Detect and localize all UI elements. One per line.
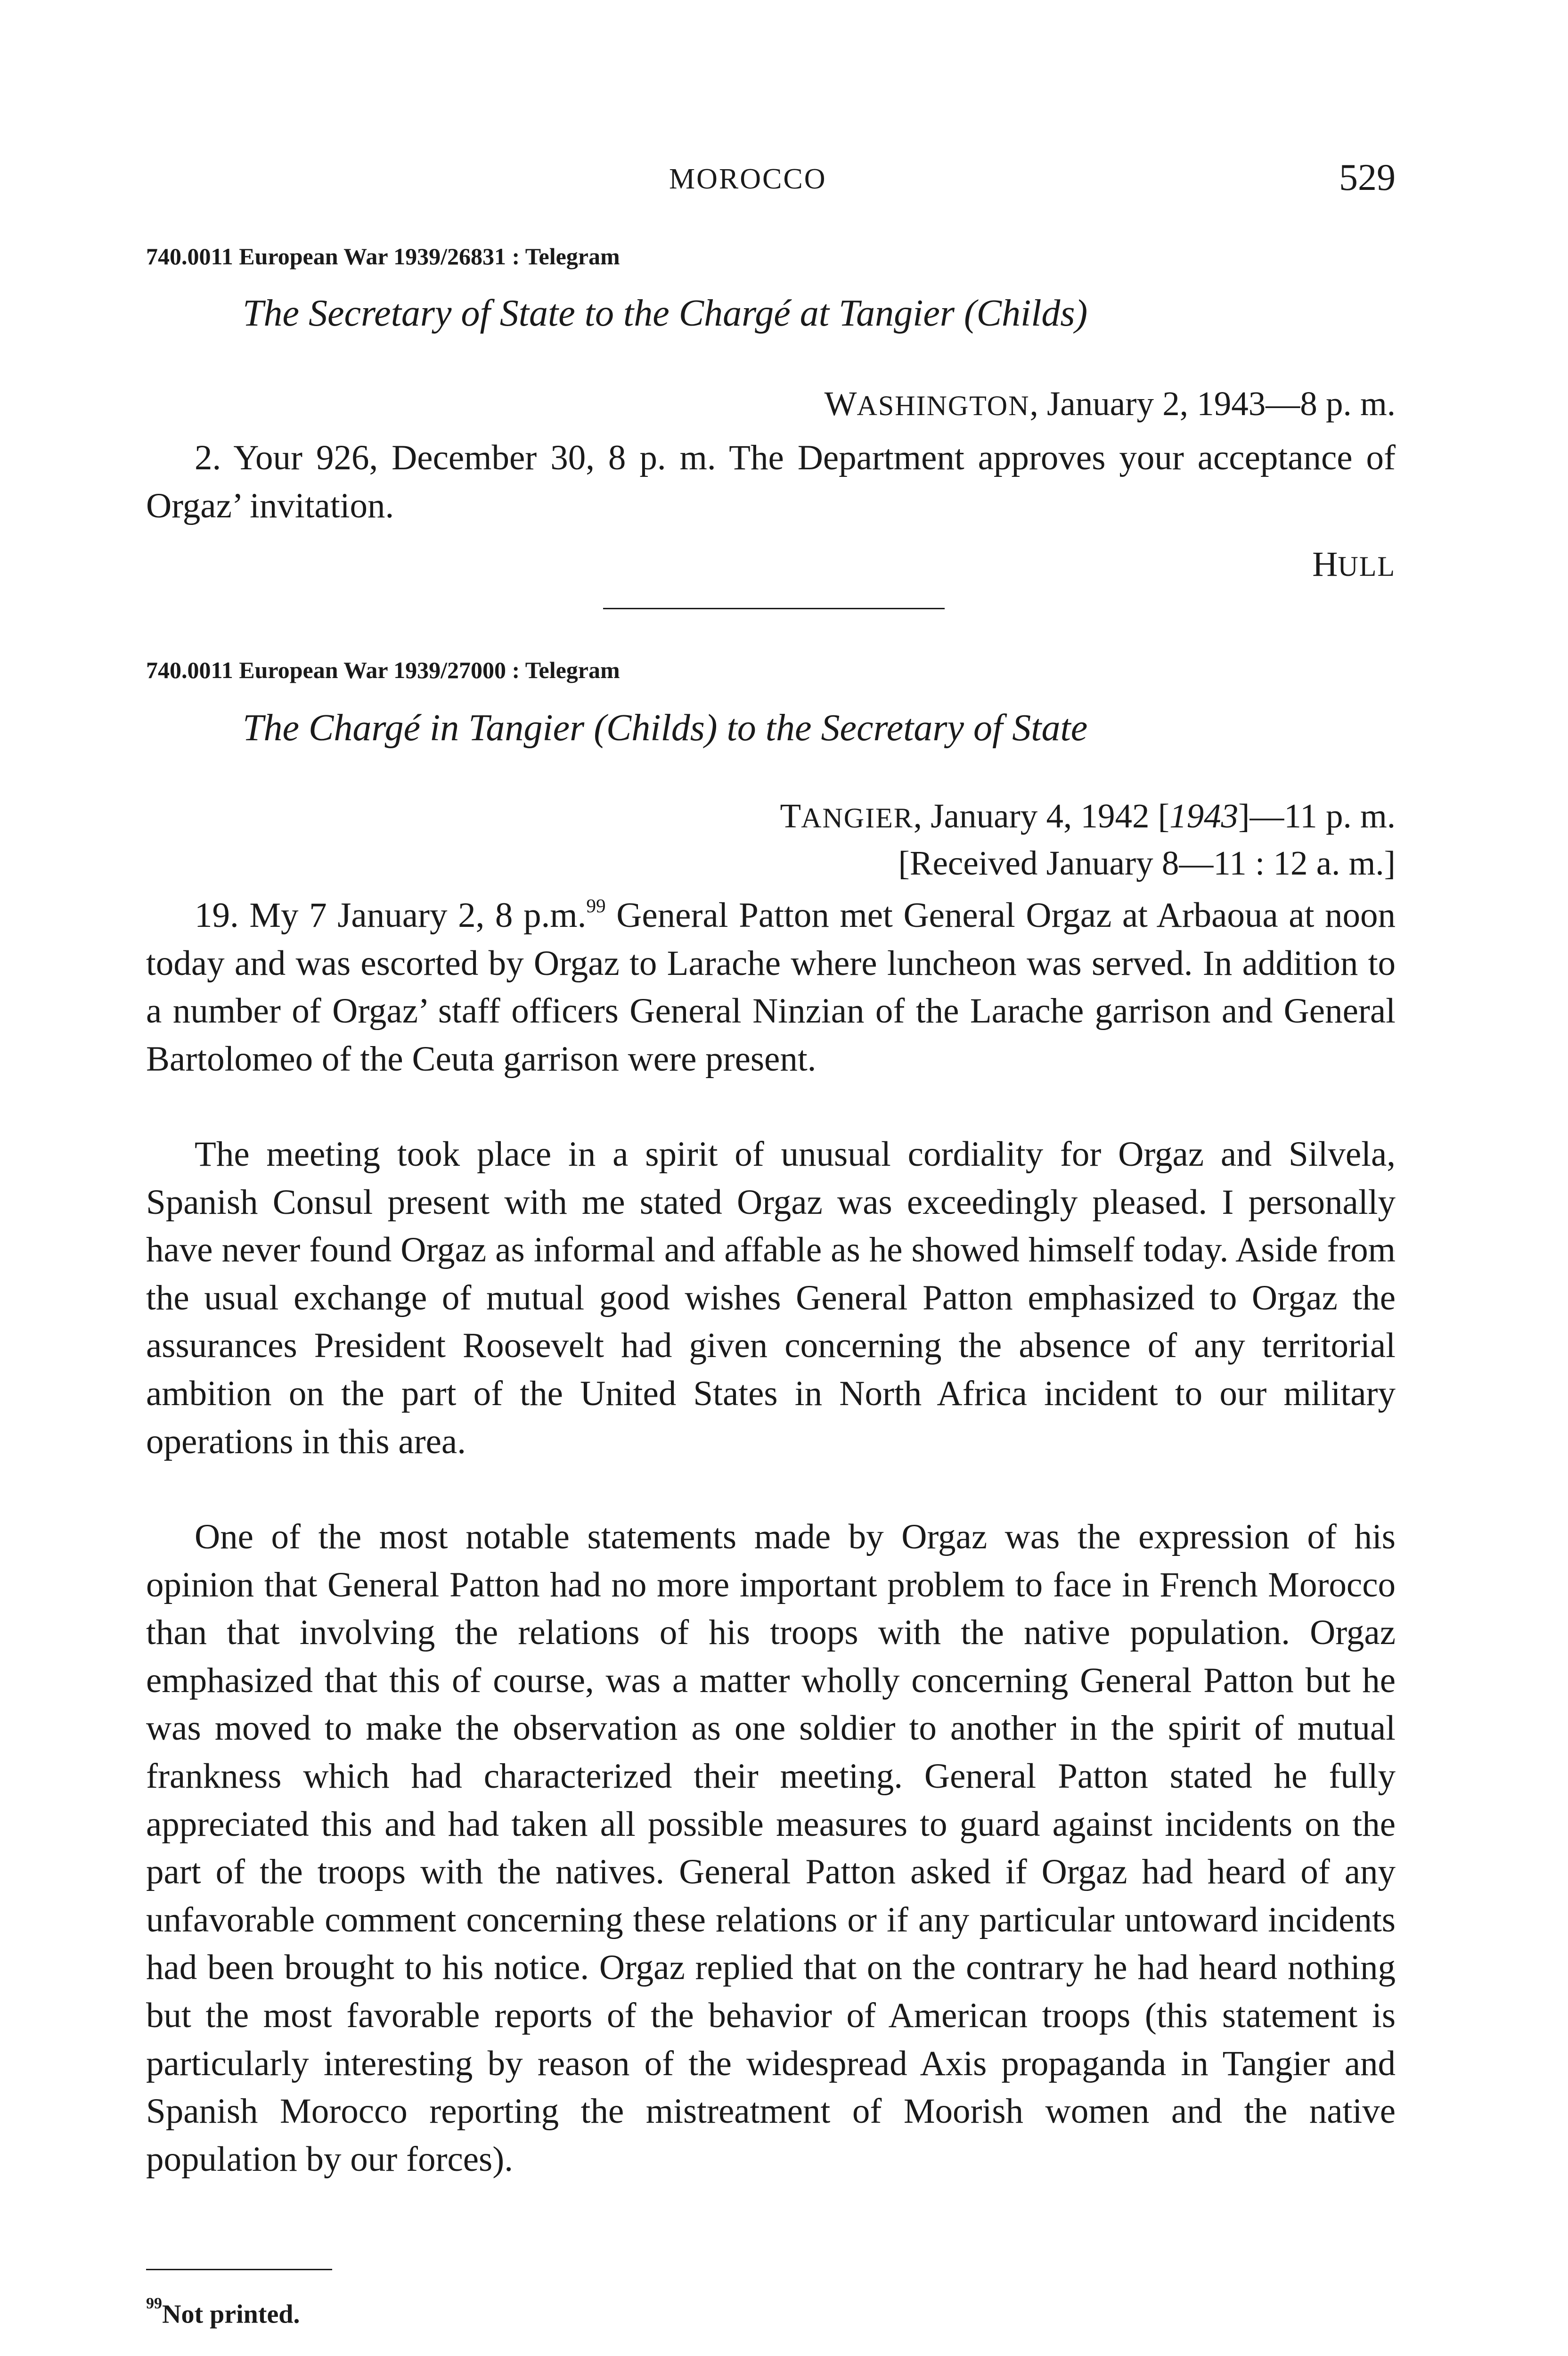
- doc2-dateline-place-initial: T: [780, 797, 801, 835]
- doc2-dateline-place-rest: ANGIER: [801, 802, 914, 834]
- doc1-dateline-date: , January 2, 1943—8 p. m.: [1029, 384, 1396, 423]
- doc1-signature: [1312, 544, 1396, 585]
- doc1-body: 2. Your 926, December 30, 8 p. m. The Department approves your acceptance of Orgaz’ invitation.: [146, 438, 1396, 525]
- doc1-dateline: [825, 384, 1396, 424]
- doc2-title: The Chargé in Tangier (Childs) to the Secretary of State: [243, 707, 1088, 749]
- doc1-signature-rest: ULL: [1338, 551, 1396, 582]
- doc2-dateline-date: , January 4, 1942 [: [913, 797, 1170, 835]
- footnote-mark: 99: [146, 2295, 162, 2312]
- footnote-rule: [146, 2269, 332, 2270]
- doc2-received-line: [Received January 8—11 : 12 a. m.]: [898, 844, 1396, 882]
- doc2-file-reference: 740.0011 European War 1939/27000 : Telegram: [146, 657, 620, 683]
- doc2-paragraph-1: [146, 892, 1396, 1083]
- doc2-dateline-corrected-year: 1943: [1169, 797, 1239, 835]
- running-title: MOROCCO: [669, 163, 827, 195]
- doc2-paragraph-1-text: General Patton met General Orgaz at Arbaoua at noon today and was escorted by Orgaz to Larache where luncheon was served. In addition to a number of Orgaz’ staff officers General Ninzian of the Larache garrison and General Bartolomeo of the Ceuta garrison were present.: [146, 896, 1396, 1079]
- section-divider: [603, 608, 945, 609]
- doc2-paragraph-1-lead: 19. My 7 January 2, 8 p.m.: [195, 896, 587, 935]
- footnote-text: Not printed.: [162, 2299, 300, 2329]
- doc2-paragraph-2: The meeting took place in a spirit of unusual cordiality for Orgaz and Silvela, Spanish Consul present with me stated Orgaz was exceedingly pleased. I personally have never found Orgaz as informal and affable as he showed himself today. Aside from the usual exchange of mutual good wishes General Patton emphasized to Orgaz the assurances President Roosevelt had given concerning the absence of any territorial ambition on the part of the United States in North Africa incident to our military operations in this area.: [146, 1135, 1396, 1461]
- doc1-title: The Secretary of State to the Chargé at Tangier (Childs): [243, 293, 1088, 334]
- doc1-signature-initial: H: [1312, 545, 1338, 584]
- doc1-dateline-place-rest: ASHINGTON: [857, 390, 1030, 421]
- footnote-99: [146, 2295, 300, 2330]
- page-number: 529: [1339, 157, 1396, 198]
- doc1-dateline-place-initial: W: [824, 384, 857, 423]
- doc1-file-reference: 740.0011 European War 1939/26831 : Telegram: [146, 243, 620, 270]
- doc2-paragraph-3: One of the most notable statements made by Orgaz was the expression of his opinion that General Patton had no more important problem to face in French Morocco than that involving the relations of his troops with the native population. Orgaz emphasized that this of course, was a matter wholly concerning General Patton but he was moved to make the observation as one soldier to another in the spirit of mutual frankness which had characterized their meeting. General Patton stated he fully appreciated this and had taken all possible measures to guard against incidents on the part of the troops with the natives. General Patton asked if Orgaz had heard of any unfavorable comment concerning these relations or if any particular untoward incidents had been brought to his notice. Orgaz replied that on the contrary he had heard nothing but the most favorable reports of the behavior of American troops (this statement is particularly interesting by reason of the widespread Axis propaganda in Tangier and Spanish Morocco reporting the mistreatment of Moorish women and the native population by our forces).: [146, 1517, 1396, 2179]
- doc2-dateline-time: ]—11 p. m.: [1238, 797, 1396, 835]
- footnote-reference-99: 99: [586, 895, 606, 917]
- doc2-dateline: [780, 796, 1396, 836]
